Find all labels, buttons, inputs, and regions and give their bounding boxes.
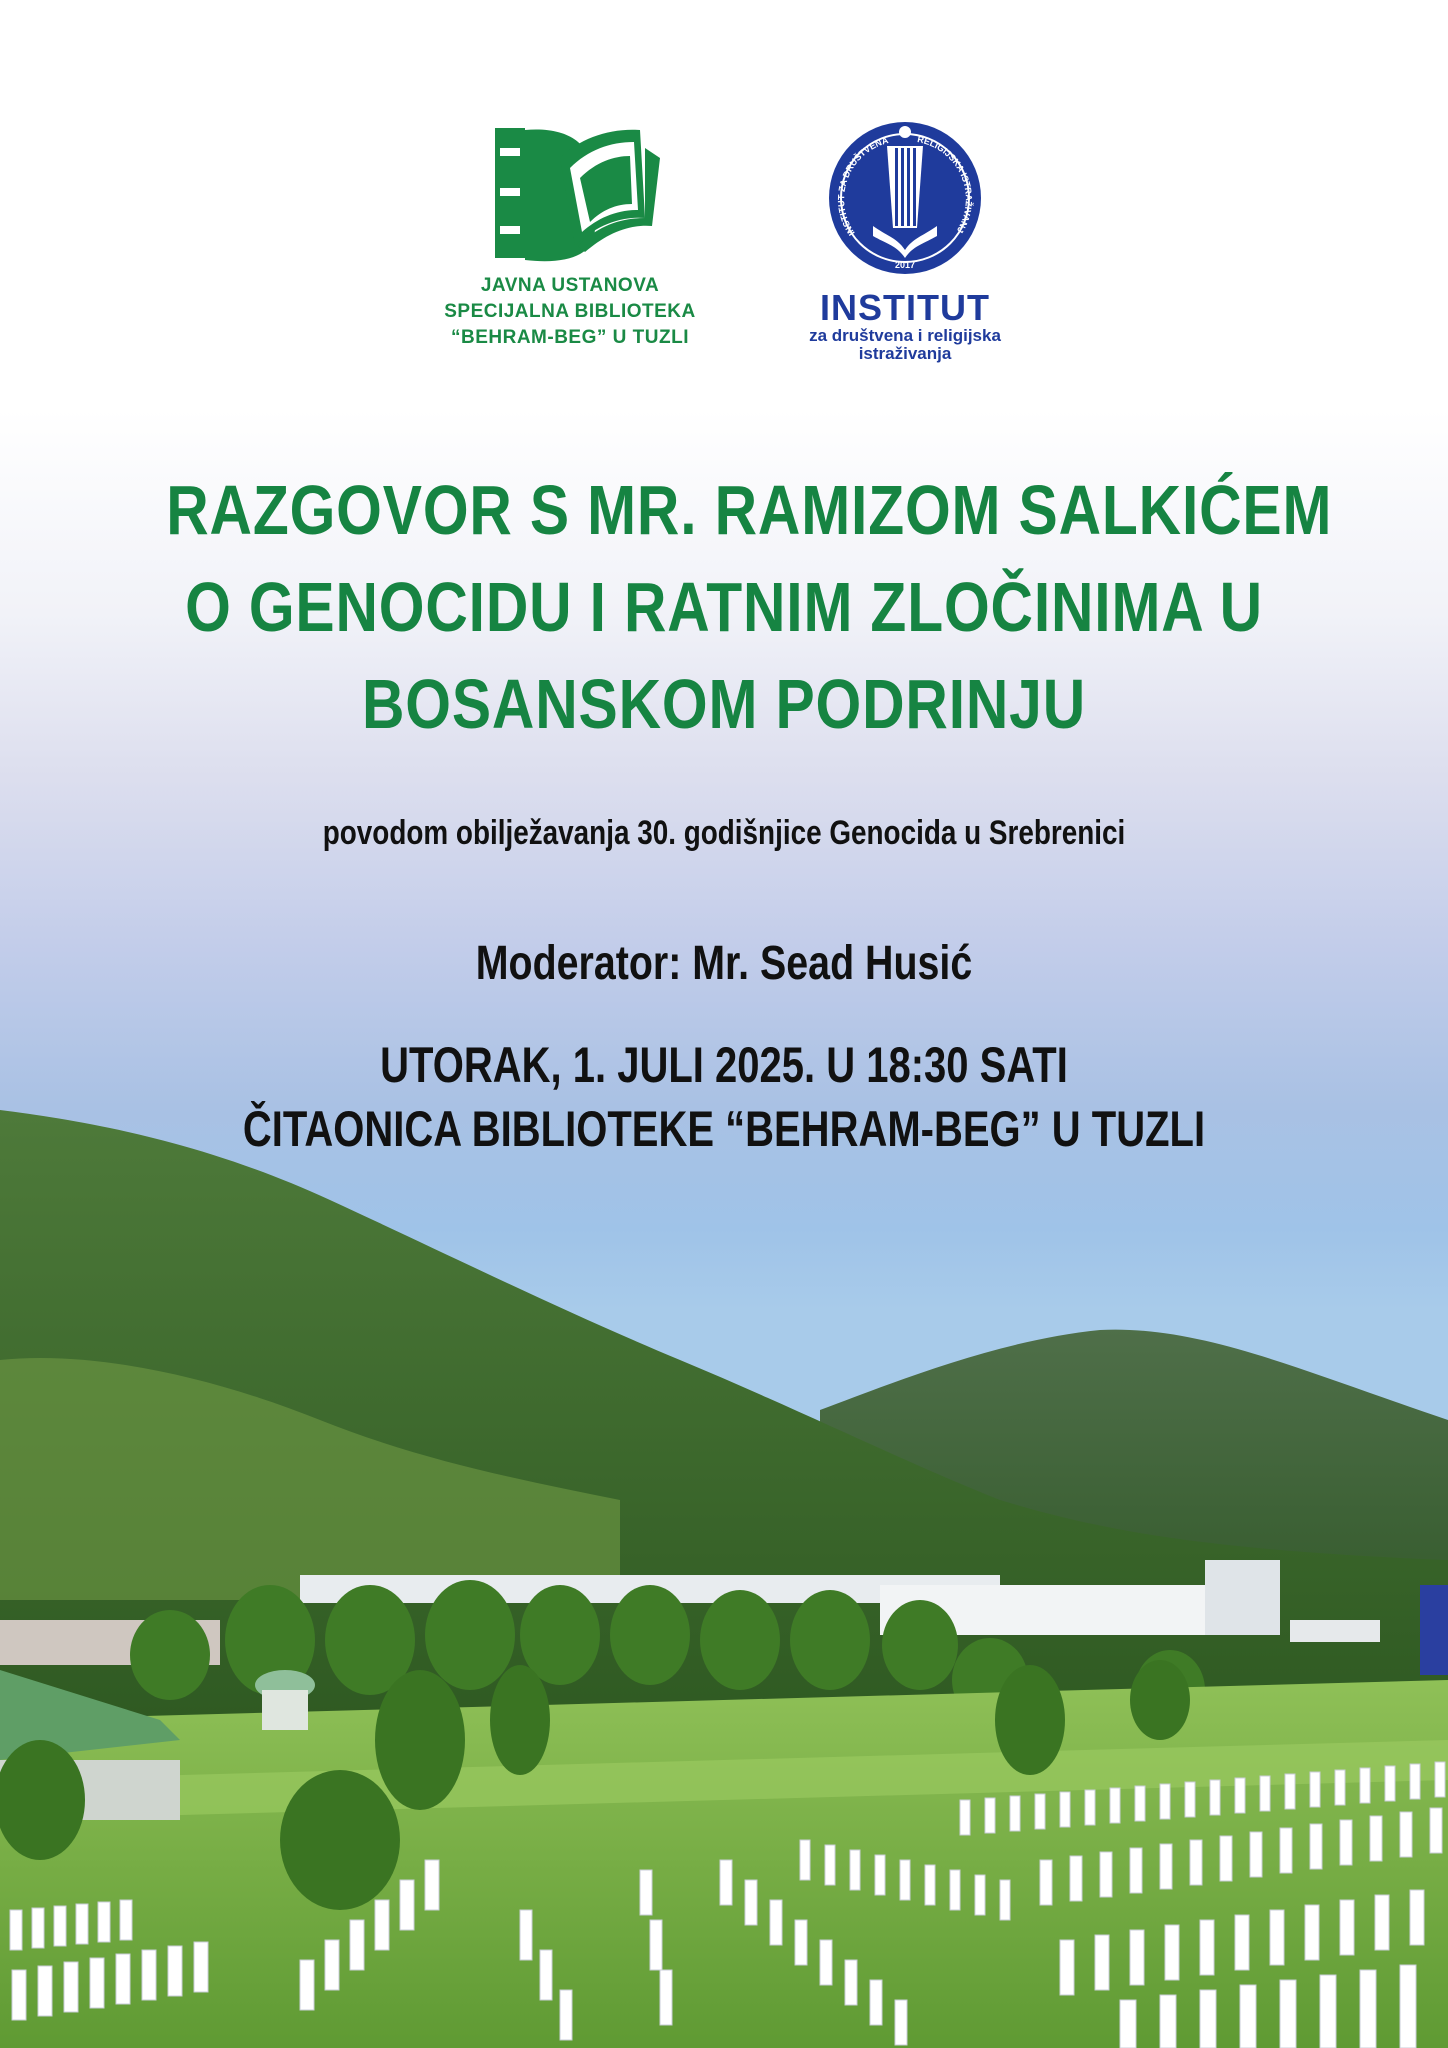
- seal-year: 2017: [894, 260, 916, 270]
- library-name-line-2: SPECIJALNA BIBLIOTEKA: [444, 301, 696, 322]
- event-title: [166, 462, 1333, 753]
- library-name-line-3: “BEHRAM-BEG” U TUZLI: [451, 327, 689, 348]
- seal-text-right: RELIGIJSKA ISTRAŽIVANJ: [916, 134, 974, 235]
- library-name-line-1: JAVNA USTANOVA: [480, 275, 660, 296]
- event-occasion: povodom obilježavanja 30. godišnjice Genocida u Srebrenici: [322, 814, 1126, 852]
- institute-seal-icon: [825, 118, 985, 278]
- title-line-3: BOSANSKOM PODRINJU: [361, 665, 1087, 743]
- library-logo: [420, 118, 720, 351]
- event-venue: ČITAONICA BIBLIOTEKE “BEHRAM-BEG” U TUZLI: [242, 1101, 1206, 1157]
- institute-subtitle-line-1: za društvena i religijska: [809, 326, 1001, 345]
- institute-subtitle-line-2: istraživanja: [858, 344, 952, 363]
- memorial-landscape-photo: [0, 1080, 1448, 2048]
- library-book-icon: [420, 118, 720, 268]
- seal-text-left: INSTITUT ZA DRUŠTVENA: [836, 135, 890, 238]
- institute-logo: [770, 118, 1040, 363]
- title-line-1: RAZGOVOR S MR. RAMIZOM SALKIĆEM: [166, 471, 1333, 549]
- title-line-2: O GENOCIDU I RATNIM ZLOČINIMA U: [185, 568, 1263, 646]
- institute-name: INSTITUT: [820, 287, 990, 328]
- event-moderator: Moderator: Mr. Sead Husić: [475, 937, 973, 990]
- event-datetime: UTORAK, 1. JULI 2025. U 18:30 SATI: [380, 1037, 1068, 1093]
